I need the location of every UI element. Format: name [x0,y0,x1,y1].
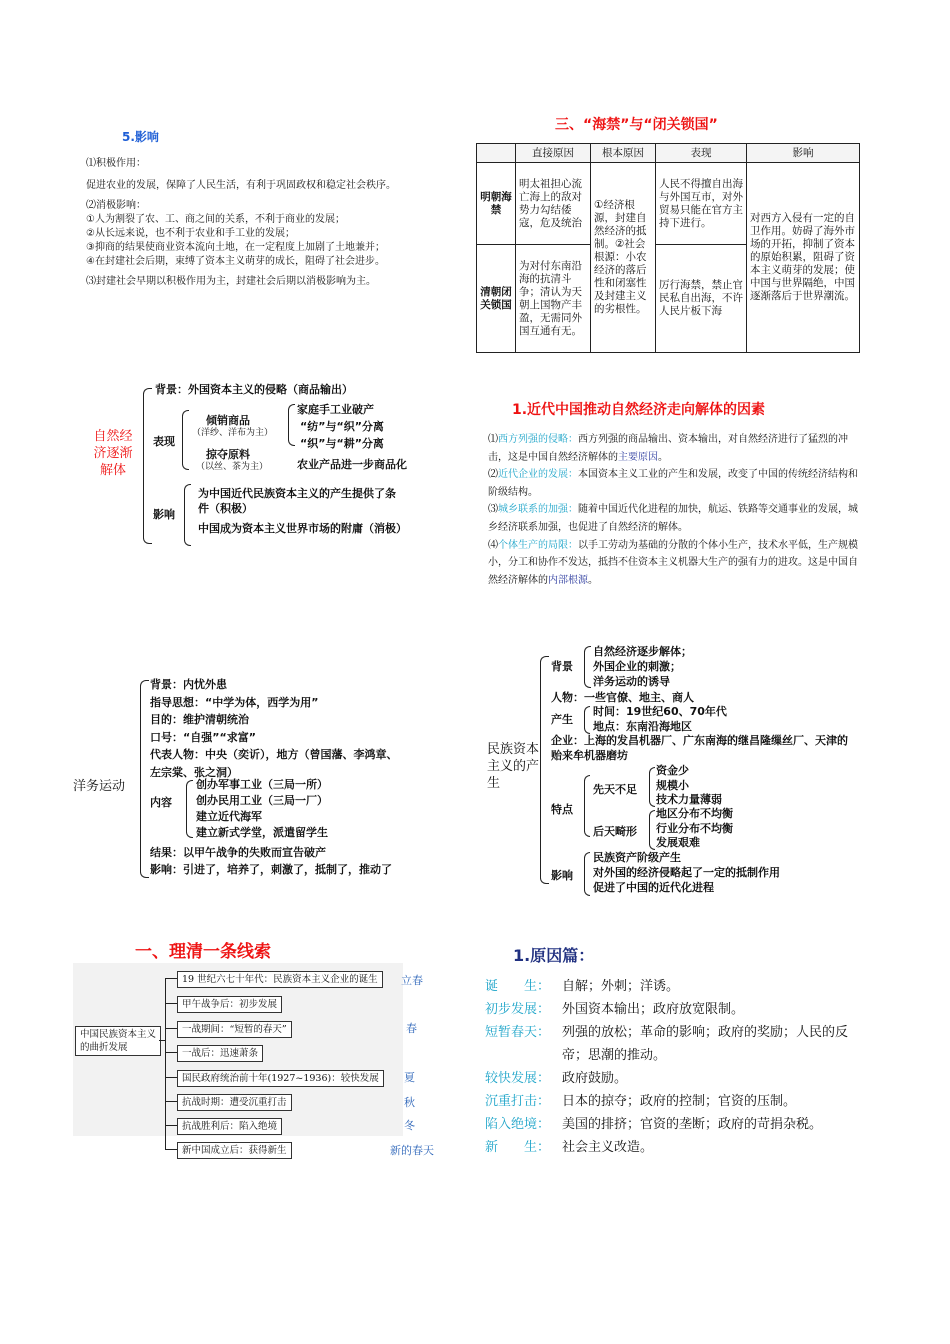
branch-line [165,1101,177,1102]
season-label: 新的春天 [390,1144,434,1157]
result-item: 农业产品进一步商品化 [297,458,407,471]
effect-positive: 为中国近代民族资本主义的产生提供了条件（积极） [198,487,396,515]
effect-brace [184,484,191,546]
renwu-line: 人物：一些官僚、地主、商人 [551,691,694,704]
table-header: 影响 [747,144,860,163]
result-item: “纺”与“织”分离 [300,420,384,433]
beijing-item: 洋务运动的诱导 [593,675,670,688]
factor-item: ⑵近代企业的发展：本国资本主义工业的产生和发展，改变了中国的传统经济结构和阶级结构。 [488,469,858,498]
houtian-item: 发展艰难 [656,836,700,849]
beijing-brace [584,646,591,688]
reason-text: 社会主义改造。 [562,1140,654,1155]
yangwu-title: 洋务运动 [73,779,126,794]
factor-head: 近代企业的发展： [498,469,578,481]
lveduo-label: 掠夺原料 [206,448,250,461]
beijing-list [593,644,692,689]
yangwu-lines [150,676,398,781]
houtian-label: 后天畸形 [593,825,637,838]
reason-label: 短暂春天： [485,1025,551,1040]
tedian-label: 特点 [551,803,573,816]
factor-head: 西方列强的侵略： [498,434,578,445]
neirong-item: 创办军事工业（三局一所） [196,778,328,791]
result-brace [288,404,295,446]
reason-row [485,975,865,998]
stage-box: 国民政府统治前十年(1927~1936)：较快发展 [177,1070,384,1087]
branch-line [165,1125,177,1126]
biaoxian-brace [182,410,189,470]
biaoxian-label: 表现 [153,435,175,448]
positive-body: 促进农业的发展，保障了人民生活，有利于巩固政权和稳定社会秩序。 [86,180,396,191]
xiantian-item: 规模小 [656,778,689,792]
tedian-brace [584,775,590,837]
reason-text: 日本的掠夺；政府的控制；官资的压制。 [562,1094,797,1109]
branch-line [165,978,177,979]
factor-emphasis: 内部根源 [548,574,588,586]
didian-line: 地点：东南沿海地区 [593,720,692,733]
neirong-item: 创办民用工业（三局一厂） [196,794,328,807]
haijin-table [476,143,860,353]
section-title-influence: 5.影响 [122,130,159,144]
reason-label: 初步发展： [485,1002,551,1017]
reason-text: 列强的放松；革命的影响；政府的奖励；人民的反帝；思潮的推动。 [562,1025,849,1063]
stage-box: 19 世纪六七十年代：民族资本主义企业的诞生 [177,971,383,988]
stage-box: 抗战胜利后：陷入绝境 [177,1118,282,1135]
table-cell-effect: 对西方入侵有一定的自卫作用。妨碍了海外市场的开拓，抑制了资本的原始积累，阻碍了资本主义萌芽的发展；使中国与世界隔绝，中国逐渐落后于世界潮流。 [747,163,860,353]
table-header: 表现 [656,144,747,163]
table-cell: 明太祖担心流亡海上的敌对势力勾结倭寇，危及统治 [516,163,591,245]
factor-item: ⑴西方列强的侵略：西方列强的商品输出、资本输出，对自然经济进行了猛烈的冲击，这是中国自然经济解体的主要原因。 [488,434,848,463]
branch-line [165,1003,177,1004]
xiantian-list [656,764,722,808]
factor-head: 城乡联系的加强： [498,504,578,516]
reason-row [485,998,865,1021]
neirong-label: 内容 [150,796,172,809]
influence-text-block [86,157,454,289]
branch-line [165,1077,177,1078]
qiye-line: 企业：上海的发昌机器厂、广东南海的继昌隆缫丝厂、天津的贻来牟机器磨坊 [551,734,848,762]
reason-label: 沉重打击： [485,1094,551,1109]
yangwu-line: 左宗棠、张之洞） [150,765,238,779]
minzu-yingxiang-label: 影响 [551,869,573,882]
jieti-title: 1.近代中国推动自然经济走向解体的因素 [512,402,766,418]
row-label-ming: 明朝海禁 [477,163,516,245]
reason-row [485,1067,865,1090]
xiantian-brace [649,767,655,807]
neirong-brace [186,780,193,838]
yuanyin-title: 1.原因篇： [513,946,595,965]
season-label: 立春 [401,974,423,987]
factor-emphasis: 主要原因 [618,451,658,463]
table-cell-root-cause: ①经济根源，封建自然经济的抵制。②社会根源：小农经济的落后性和闭塞性及封建主义的劣根性。 [591,163,656,353]
season-label: 夏 [404,1071,415,1084]
ziran-background: 背景：外国资本主义的侵略（商品输出） [155,383,353,396]
lveduo-sub: （以丝、茶为主） [196,462,269,472]
negative-heading: ⑵消极影响： [86,200,146,211]
minzu-yingxiang-item: 民族资产阶级产生 [593,851,681,864]
season-label: 春 [406,1022,417,1035]
neirong-item: 建立近代海军 [196,810,262,823]
beijing-item: 自然经济逐步解体； [593,645,692,658]
conclusion-text: ⑶封建社会早期以积极作用为主，封建社会后期以消极影响为主。 [86,276,376,287]
yangwu-line: 代表人物：中央（奕䜣），地方（曾国藩、李鸿章、 [150,748,398,761]
xiantian-label: 先天不足 [593,783,637,796]
chansheng-label: 产生 [551,713,573,726]
yuanyin-list [485,975,865,1159]
reason-row [485,1090,865,1113]
stage-box: 一战后：迅速萧条 [177,1045,263,1062]
neirong-list [196,777,328,841]
reason-label: 诞 生： [485,979,551,994]
neirong-item: 建立新式学堂，派遣留学生 [196,826,328,839]
main-brace [143,388,152,544]
xiantian-item: 技术力量薄弱 [656,793,722,806]
xiansuo-title: 一、理清一条线索 [135,942,271,962]
houtian-list [656,807,733,851]
minzu-yingxiang-item: 促进了中国的近代化进程 [593,881,714,894]
minzu-yingxiang-brace [584,852,590,896]
negative-item: ①人为割裂了农、工、商之间的关系，不利于商业的发展； [86,214,345,225]
reason-row [485,1113,865,1136]
row-label-qing: 清朝闭关锁国 [477,245,516,353]
branch-line [165,1052,177,1053]
xiantian-item: 资金少 [656,764,689,777]
minzu-brace [540,656,549,884]
factor-item: ⑷个体生产的局限：以手工劳动为基础的分散的个体小生产，技术水平低，生产规模小，分工和协作不发达，抵挡不住资本主义机器大生产的强有力的进攻。这是中国自然经济解体的内部根源。 [488,539,858,586]
qingxiao-sub: （洋纱、洋布为主） [192,428,274,438]
yingxiang-label: 影响 [153,508,175,521]
table-cell: 人民不得擅自出海与外国互市，对外贸易只能在官方主持下进行。 [656,163,747,245]
result-item: “织”与“耕”分离 [300,437,384,450]
stage-box: 新中国成立后：获得新生 [177,1142,292,1159]
chansheng-brace [584,706,590,734]
stage-box: 甲午战争后：初步发展 [177,996,282,1013]
season-label: 秋 [404,1096,415,1109]
yangwu-line: 背景：内忧外患 [150,678,227,691]
factor-head: 个体生产的局限： [498,539,578,551]
xiansuo-root-box: 中国民族资本主义的曲折发展 [75,1026,161,1056]
factor-item: ⑶城乡联系的加强：随着中国近代化进程的加快，航运、铁路等交通事业的发展，城乡经济联系加强，也促进了自然经济的解体。 [488,504,858,533]
stage-box: 抗战时期：遭受沉重打击 [177,1094,292,1111]
effect-negative: 中国成为资本主义世界市场的附庸（消极） [198,522,407,535]
reason-row [485,1021,865,1067]
table-cell: 厉行海禁，禁止官民私自出海，不许人民片板下海 [656,245,747,353]
reason-label: 陷入绝境： [485,1117,551,1132]
houtian-item: 行业分布不均衡 [656,821,733,835]
houtian-item: 地区分布不均衡 [656,807,733,820]
table-header: 直接原因 [516,144,591,163]
yangwu-line: 指导思想：“中学为体，西学为用” [150,695,319,709]
reason-text: 美国的排挤；官资的垄断；政府的苛捐杂税。 [562,1117,823,1132]
houtian-brace [649,810,655,850]
minzu-yingxiang-item: 对外国的经济侵略起了一定的抵制作用 [593,866,780,879]
qingxiao-label: 倾销商品 [206,414,250,427]
yangwu-line: 目的：维护清朝统治 [150,713,249,726]
reason-label: 新 生： [485,1140,551,1155]
stage-box: 一战期间：“短暂的春天” [177,1021,292,1038]
reason-label: 较快发展： [485,1071,551,1086]
positive-heading: ⑴积极作用： [86,158,146,169]
table-cell: 为对付东南沿海的抗清斗争；清认为天朝上国物产丰盈，无需同外国互通有无。 [516,245,591,353]
haijin-title: 三、“海禁”与“闭关锁国” [555,117,718,133]
reason-text: 自解；外刺；洋诱。 [562,979,680,994]
season-label: 冬 [404,1119,415,1132]
beijing-label: 背景 [551,660,573,673]
result-item: 家庭手工业破产 [297,403,374,416]
beijing-item: 外国企业的刺激； [593,660,681,673]
reason-text: 外国资本输出；政府放宽限制。 [562,1002,745,1017]
yangwu-line: 口号：“自强”“求富” [150,730,256,744]
branch-line [165,1149,177,1150]
ziran-title: 自然经济逐渐解体 [93,429,133,478]
table-header: 根本原因 [591,144,656,163]
yangwu-effect: 影响：引进了，培养了，刺激了，抵制了，推动了 [150,863,392,876]
branch-line [165,1028,177,1029]
reason-text: 政府鼓励。 [562,1071,628,1086]
table-corner [477,144,516,163]
minzu-title: 民族资本主义的产生 [487,742,540,791]
minzu-yingxiang-list [593,850,780,895]
yangwu-brace [140,680,149,878]
negative-item: ④在封建社会后期，束缚了资本主义萌芽的成长，阻碍了社会进步。 [86,256,385,267]
yangwu-result: 结果：以甲午战争的失败而宣告破产 [150,846,326,859]
jieti-text [488,431,858,589]
negative-item: ②从长远来说，也不利于农业和手工业的发展； [86,228,295,239]
reason-row [485,1136,865,1159]
negative-item: ③抑商的结果使商业资本流向土地，在一定程度上加剧了土地兼并； [86,242,385,253]
shijian-line: 时间：19世纪60、70年代 [593,705,727,718]
root-connector [159,1040,166,1041]
